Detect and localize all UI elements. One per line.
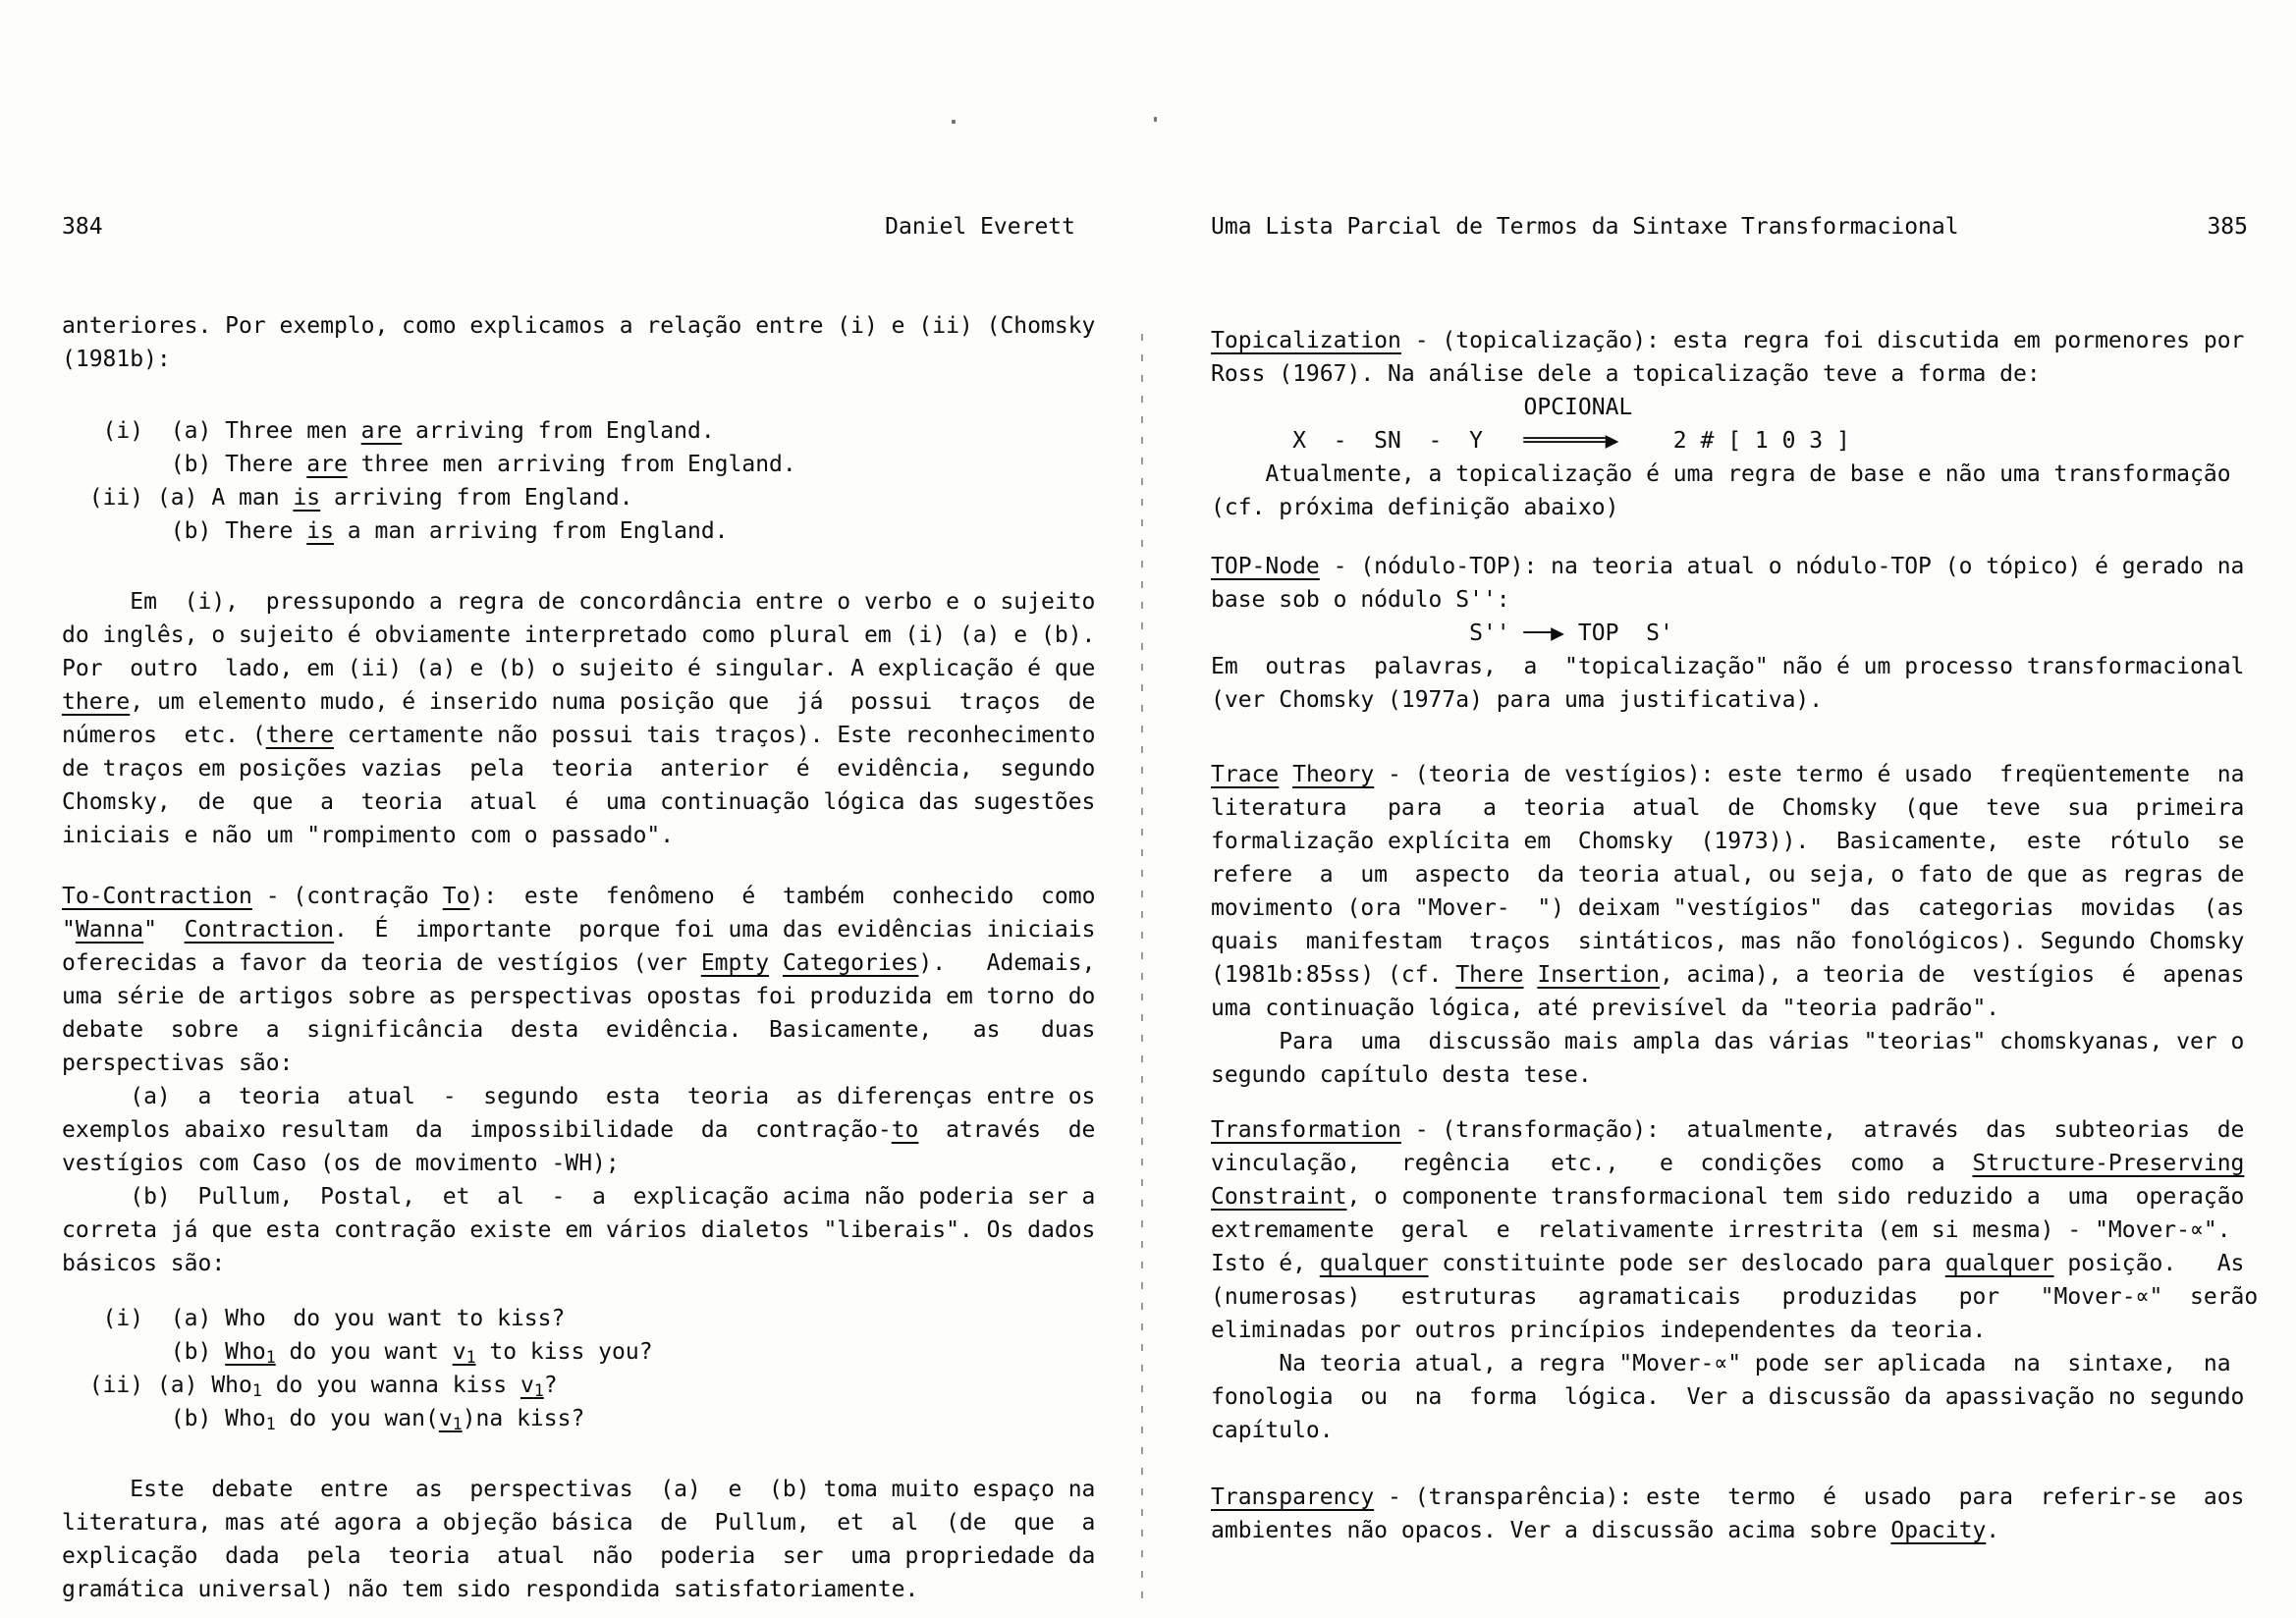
- entry-transparency: Transparency - (transparência): este termo é usado para referir-se aos ambientes não opacos. Ver a discussão acima sobre Opacity.: [1211, 1484, 2245, 1543]
- paragraph-there-explanation: Em (i), pressupondo a regra de concordância entre o verbo e o sujeito do inglês, o sujeito é obviamente interpretado como plural em (i) (a) e (b). Por outro lado, em (ii) (a) e (b) o sujeito é singular. A explicação é que there, um elemento mudo, é inserido numa posição que já possui traços de números etc. (there certamente não possui tais traços). Este reconhecimento de traços em posições vazias pela teoria anterior é evidência, segundo Chomsky, de que a teoria atual é uma continuação lógica das sugestões iniciais e não um "rompimento com o passado".: [62, 589, 1096, 848]
- right-page-header: [1211, 210, 2248, 243]
- entry-transformation: Transformation - (transformação): atualmente, através das subteorias de vinculação, regência etc., e condições como a Structure-Preserving Constraint, o componente transformacional tem sido reduzido a uma operação extremamente geral e relativamente irrestrita (em si mesma) - "Mover-∝". Isto é, qualquer constituinte pode ser deslocado para qualquer posição. As (numerosas) estruturas agramaticais produzidas por "Mover-∝" serão eliminadas por outros princípios independentes da teoria. Na teoria atual, a regra "Mover-∝" pode ser aplicada na sintaxe, na fonologia ou na forma lógica. Ver a discussão da apassivação no segundo capítulo.: [1211, 1117, 2259, 1443]
- entry-trace-theory: Trace Theory - (teoria de vestígios): este termo é usado freqüentemente na literatura para a teoria atual de Chomsky (que teve sua primeira formalização explícita em Chomsky (1973)). Basicamente, este rótulo se refere a um aspecto da teoria atual, ou seja, o fato de que as regras de movimento (ora "Mover- ") deixam "vestígios" das categorias movidas (as quais manifestam traços sintáticos, mas não fonológicos). Segundo Chomsky (1981b:85ss) (cf. There Insertion, acima), a teoria de vestígios é apenas uma continuação lógica, até previsível da "teoria padrão". Para uma discussão mais ampla das várias "teorias" chomskyanas, ver o segundo capítulo desta tese.: [1211, 762, 2245, 1088]
- page-number-left: 384: [62, 214, 103, 240]
- paragraph-intro-continuation: anteriores. Por exemplo, como explicamos a relação entre (i) e (ii) (Chomsky (1981b):: [62, 313, 1096, 372]
- left-page-header: [62, 210, 1075, 243]
- entry-top-node: TOP-Node - (nódulo-TOP): na teoria atual o nódulo-TOP (o tópico) é gerado na base sob o nódulo S'': S'' ──▶ TOP S' Em outras palavras, a "topicalização" não é um processo transformacional (ver Chomsky (1977a) para uma justificativa).: [1211, 554, 2245, 713]
- paragraph-debate: Este debate entre as perspectivas (a) e (b) toma muito espaço na literatura, mas até agora a objeção básica de Pullum, et al (de que a explicação dada pela teoria atual não poderia ser uma propriedade da gramática universal) não tem sido respondida satisfatoriamente.: [62, 1477, 1096, 1602]
- scan-speck: [952, 120, 956, 124]
- examples-wanna-contraction: (i) (a) Who do you want to kiss? (b) Who$_1$ do you want $v_1$ to kiss you? (ii) (a) Who$_1$ do you wanna kiss $v_1$? (b) Who$_1$ do you $wan(v_1)na$ kiss?: [62, 1306, 653, 1434]
- entry-topicalization: Topicalization - (topicalização): esta regra foi discutida em pormenores por Ross (1967). Na análise dele a topicalização teve a forma de: OPCIONAL X - SN - Y ══════▶ 2 # [ 1 0 3 ] Atualmente, a topicalização é uma regra de base e não uma transformação (cf. próxima definição abaixo): [1211, 328, 2245, 520]
- running-head-right: Uma Lista Parcial de Termos da Sintaxe Transformacional: [1211, 214, 1959, 240]
- entry-to-contraction: To-Contraction - (contração To): este fenômeno é também conhecido como "Wanna" Contraction. É importante porque foi uma das evidências iniciais oferecidas a favor da teoria de vestígios (ver Empty Categories). Ademais, uma série de artigos sobre as perspectivas opostas foi produzida em torno do debate sobre a significância desta evidência. Basicamente, as duas perspectivas são: (a) a teoria atual - segundo esta teoria as diferenças entre os exemplos abaixo resultam da impossibilidade da contração-to através de vestígios com Caso (os de movimento -WH); (b) Pullum, Postal, et al - a explicação acima não poderia ser a correta já que esta contração existe em vários dialetos "liberais". Os dados básicos são:: [62, 884, 1096, 1276]
- running-head-left: Daniel Everett: [885, 214, 1075, 240]
- examples-there-insertion: (i) (a) Three men are arriving from England. (b) There are three men arriving from England. (ii) (a) A man is arriving from England. (b) There is a man arriving from England.: [62, 418, 796, 544]
- page-number-right: 385: [2207, 214, 2248, 240]
- scan-speck: [1154, 117, 1157, 122]
- page-gutter-line: [1141, 334, 1143, 1610]
